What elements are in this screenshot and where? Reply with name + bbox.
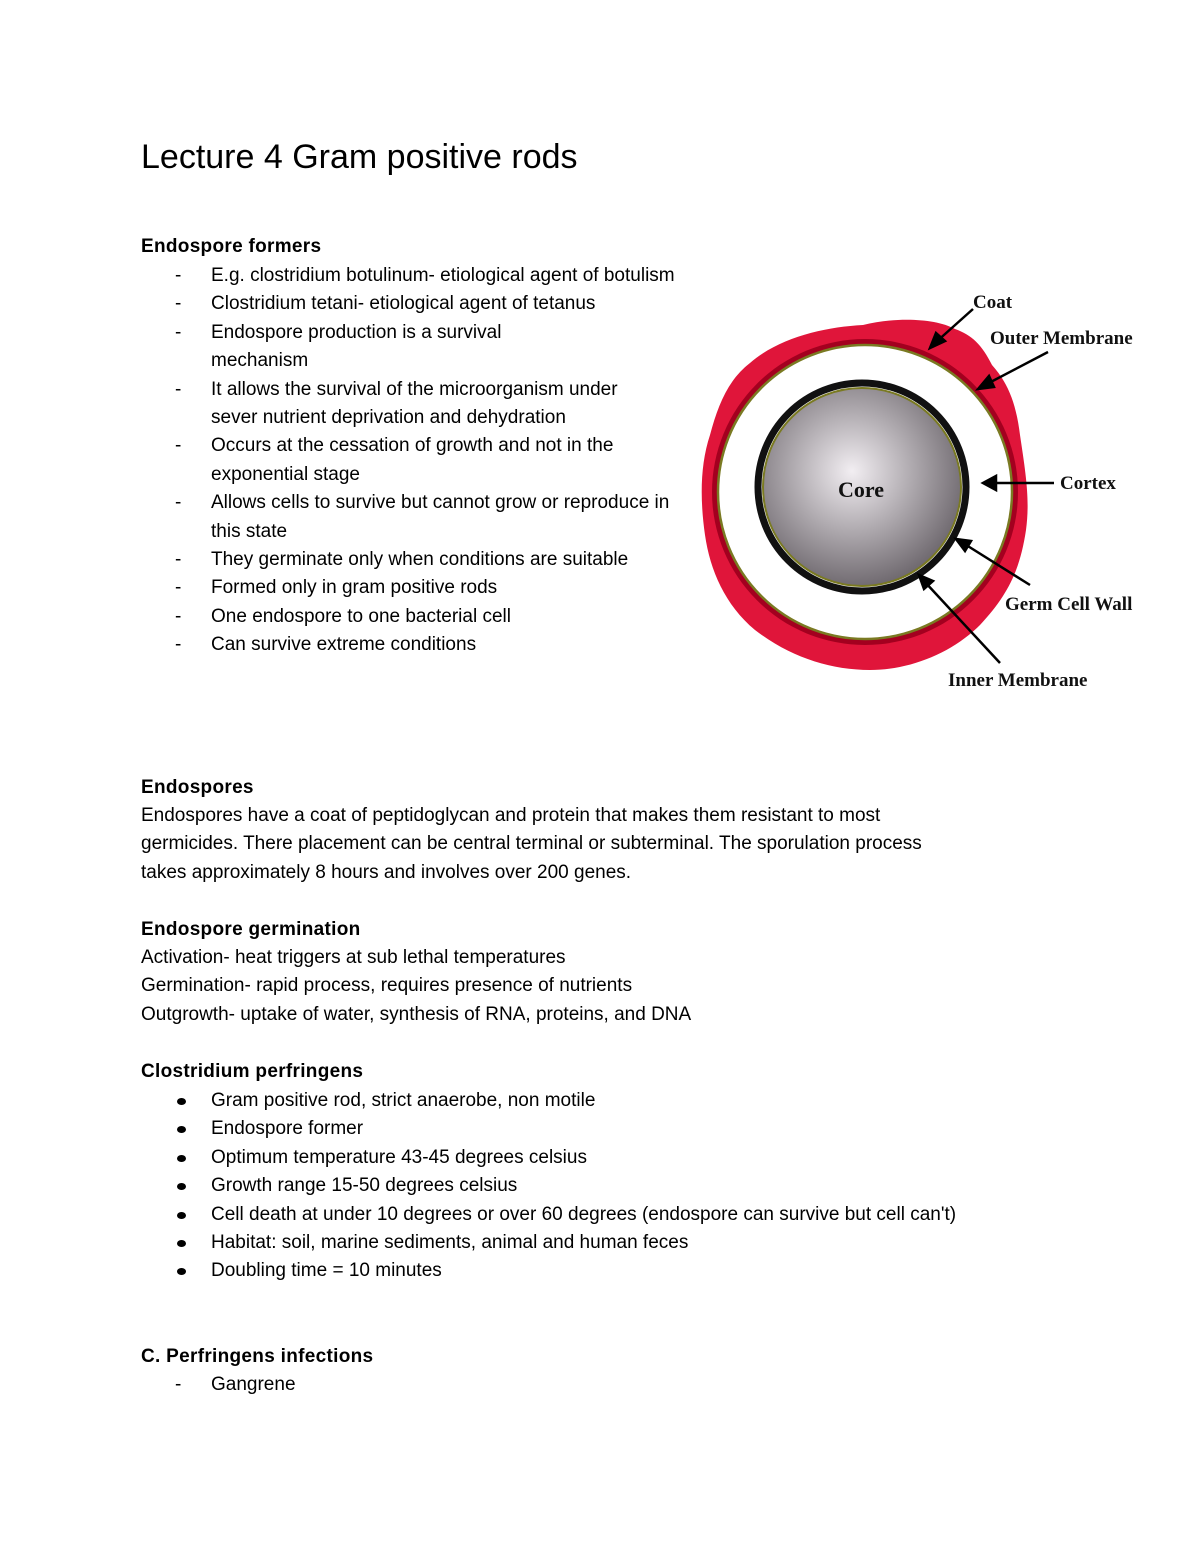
list-item-text: Endospore former: [211, 1118, 364, 1140]
list-item-text: Growth range 15-50 degrees celsius: [211, 1175, 518, 1197]
bullet-icon: [177, 1155, 186, 1162]
bullet-icon: [177, 1126, 186, 1133]
list-item: [141, 1229, 1141, 1257]
perfringens-heading: Clostridium perfringens: [141, 1061, 364, 1082]
paragraph-line: Endospores have a coat of peptidoglycan and protein that makes them resistant to most: [141, 805, 881, 826]
bullet-icon: [177, 1098, 186, 1105]
core-label: Core: [838, 477, 885, 502]
endospore-diagram: [680, 285, 1160, 695]
list-item: [141, 1087, 1141, 1115]
list-item: [141, 1172, 1141, 1200]
list-item-text: Optimum temperature 43-45 degrees celsius: [211, 1146, 587, 1168]
infections-list: [141, 1371, 681, 1399]
paragraph-line: germicides. There placement can be central terminal or subterminal. The sporulation process: [141, 833, 922, 855]
paragraph-line: Activation- heat triggers at sub lethal temperatures: [141, 947, 566, 968]
coat-label: Coat: [973, 292, 1013, 313]
page-title: Lecture 4 Gram positive rods: [141, 138, 578, 176]
bullet-icon: [177, 1240, 186, 1247]
list-item: - It allows the survival of the microorganism under sever nutrient deprivation and dehydration: [141, 376, 681, 433]
list-item: - Can survive extreme conditions: [141, 631, 681, 659]
germ-cell-wall-label: Germ Cell Wall: [1005, 594, 1133, 615]
list-item: - Gangrene: [141, 1371, 681, 1399]
bullet-icon: [177, 1183, 186, 1190]
list-item: - Formed only in gram positive rods: [141, 574, 681, 602]
bullet-icon: [177, 1268, 186, 1275]
list-item-text: Habitat: soil, marine sediments, animal and human feces: [211, 1232, 689, 1254]
list-item: [141, 1115, 1141, 1143]
cortex-label: Cortex: [1060, 473, 1116, 494]
infections-heading: C. Perfringens infections: [141, 1346, 374, 1367]
germination-paragraph: [141, 944, 691, 1029]
endospore-formers-heading: Endospore formers: [141, 236, 322, 257]
outer-membrane-label: Outer Membrane: [990, 328, 1133, 349]
list-item-text: Cell death at under 10 degrees or over 60 degrees (endospore can survive but cell can't): [211, 1203, 957, 1225]
list-item: - One endospore to one bacterial cell: [141, 603, 681, 631]
germination-heading: Endospore germination: [141, 919, 361, 940]
list-item: [141, 1201, 1141, 1229]
inner-membrane-label: Inner Membrane: [948, 670, 1088, 691]
paragraph-line: takes approximately 8 hours and involves over 200 genes.: [141, 861, 632, 883]
list-item: - Occurs at the cessation of growth and not in the exponential stage: [141, 432, 681, 489]
list-item: - E.g. clostridium botulinum- etiological agent of botulism: [141, 262, 681, 290]
perfringens-list: [141, 1087, 1141, 1286]
endospores-paragraph: [141, 802, 922, 887]
endospores-heading: Endospores: [141, 777, 254, 798]
list-item: [141, 1144, 1141, 1172]
paragraph-line: Germination- rapid process, requires presence of nutrients: [141, 975, 633, 997]
paragraph-line: Outgrowth- uptake of water, synthesis of RNA, proteins, and DNA: [141, 1003, 692, 1025]
list-item: - Allows cells to survive but cannot grow or reproduce in this state: [141, 489, 681, 546]
endospore-formers-list: [141, 262, 681, 660]
list-item-text: Doubling time = 10 minutes: [211, 1260, 442, 1282]
bullet-icon: [177, 1212, 186, 1219]
list-item: - Clostridium tetani- etiological agent of tetanus: [141, 290, 681, 318]
list-item-text: Gram positive rod, strict anaerobe, non motile: [211, 1090, 596, 1111]
list-item: - They germinate only when conditions are suitable: [141, 546, 681, 574]
list-item: [141, 1257, 1141, 1285]
list-item: - Endospore production is a survival mechanism: [141, 319, 681, 376]
